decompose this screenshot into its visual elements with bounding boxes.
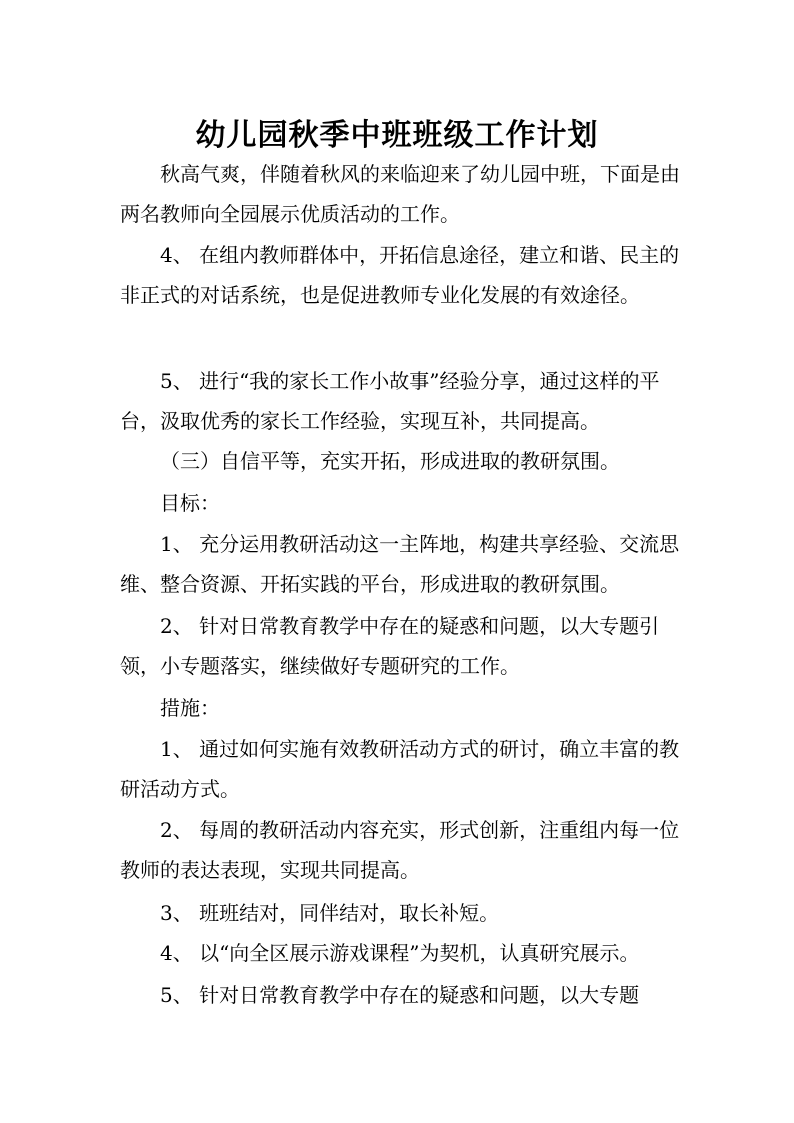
goals-label: 目标： — [160, 491, 220, 515]
measure-item-3: 3、 班班结对，同伴结对，取长补短。 — [160, 901, 500, 925]
measure-item-5: 5、 针对日常教育教学中存在的疑惑和问题，以大专题 — [160, 983, 640, 1007]
paragraph-item-5: 5、 进行“我的家长工作小故事”经验分享，通过这样的平台，汲取优秀的家长工作经验，实现互补，共同提高。 — [120, 369, 660, 433]
document-title: 幼儿园秋季中班班级工作计划 — [195, 118, 599, 154]
paragraph-intro: 秋高气爽，伴随着秋风的来临迎来了幼儿园中班，下面是由两名教师向全园展示优质活动的工作。 — [120, 162, 680, 226]
goal-item-2: 2、 针对日常教育教学中存在的疑惑和问题，以大专题引领，小专题落实，继续做好专题研究的工作。 — [120, 614, 660, 678]
goal-item-1: 1、 充分运用教研活动这一主阵地，构建共享经验、交流思维、整合资源、开拓实践的平台，形成进取的教研氛围。 — [120, 532, 680, 596]
paragraph-item-4: 4、 在组内教师群体中，开拓信息途径，建立和谐、民主的非正式的对话系统，也是促进教师专业化发展的有效途径。 — [120, 243, 680, 307]
measure-item-1: 1、 通过如何实施有效教研活动方式的研讨，确立丰富的教研活动方式。 — [120, 737, 680, 801]
section-heading-3: （三）自信平等，充实开拓，形成进取的教研氛围。 — [160, 449, 620, 473]
measure-item-4: 4、 以“向全区展示游戏课程”为契机，认真研究展示。 — [160, 941, 640, 965]
measures-label: 措施： — [160, 696, 220, 720]
measure-item-2: 2、 每周的教研活动内容充实，形式创新，注重组内每一位教师的表达表现，实现共同提高。 — [120, 818, 680, 882]
